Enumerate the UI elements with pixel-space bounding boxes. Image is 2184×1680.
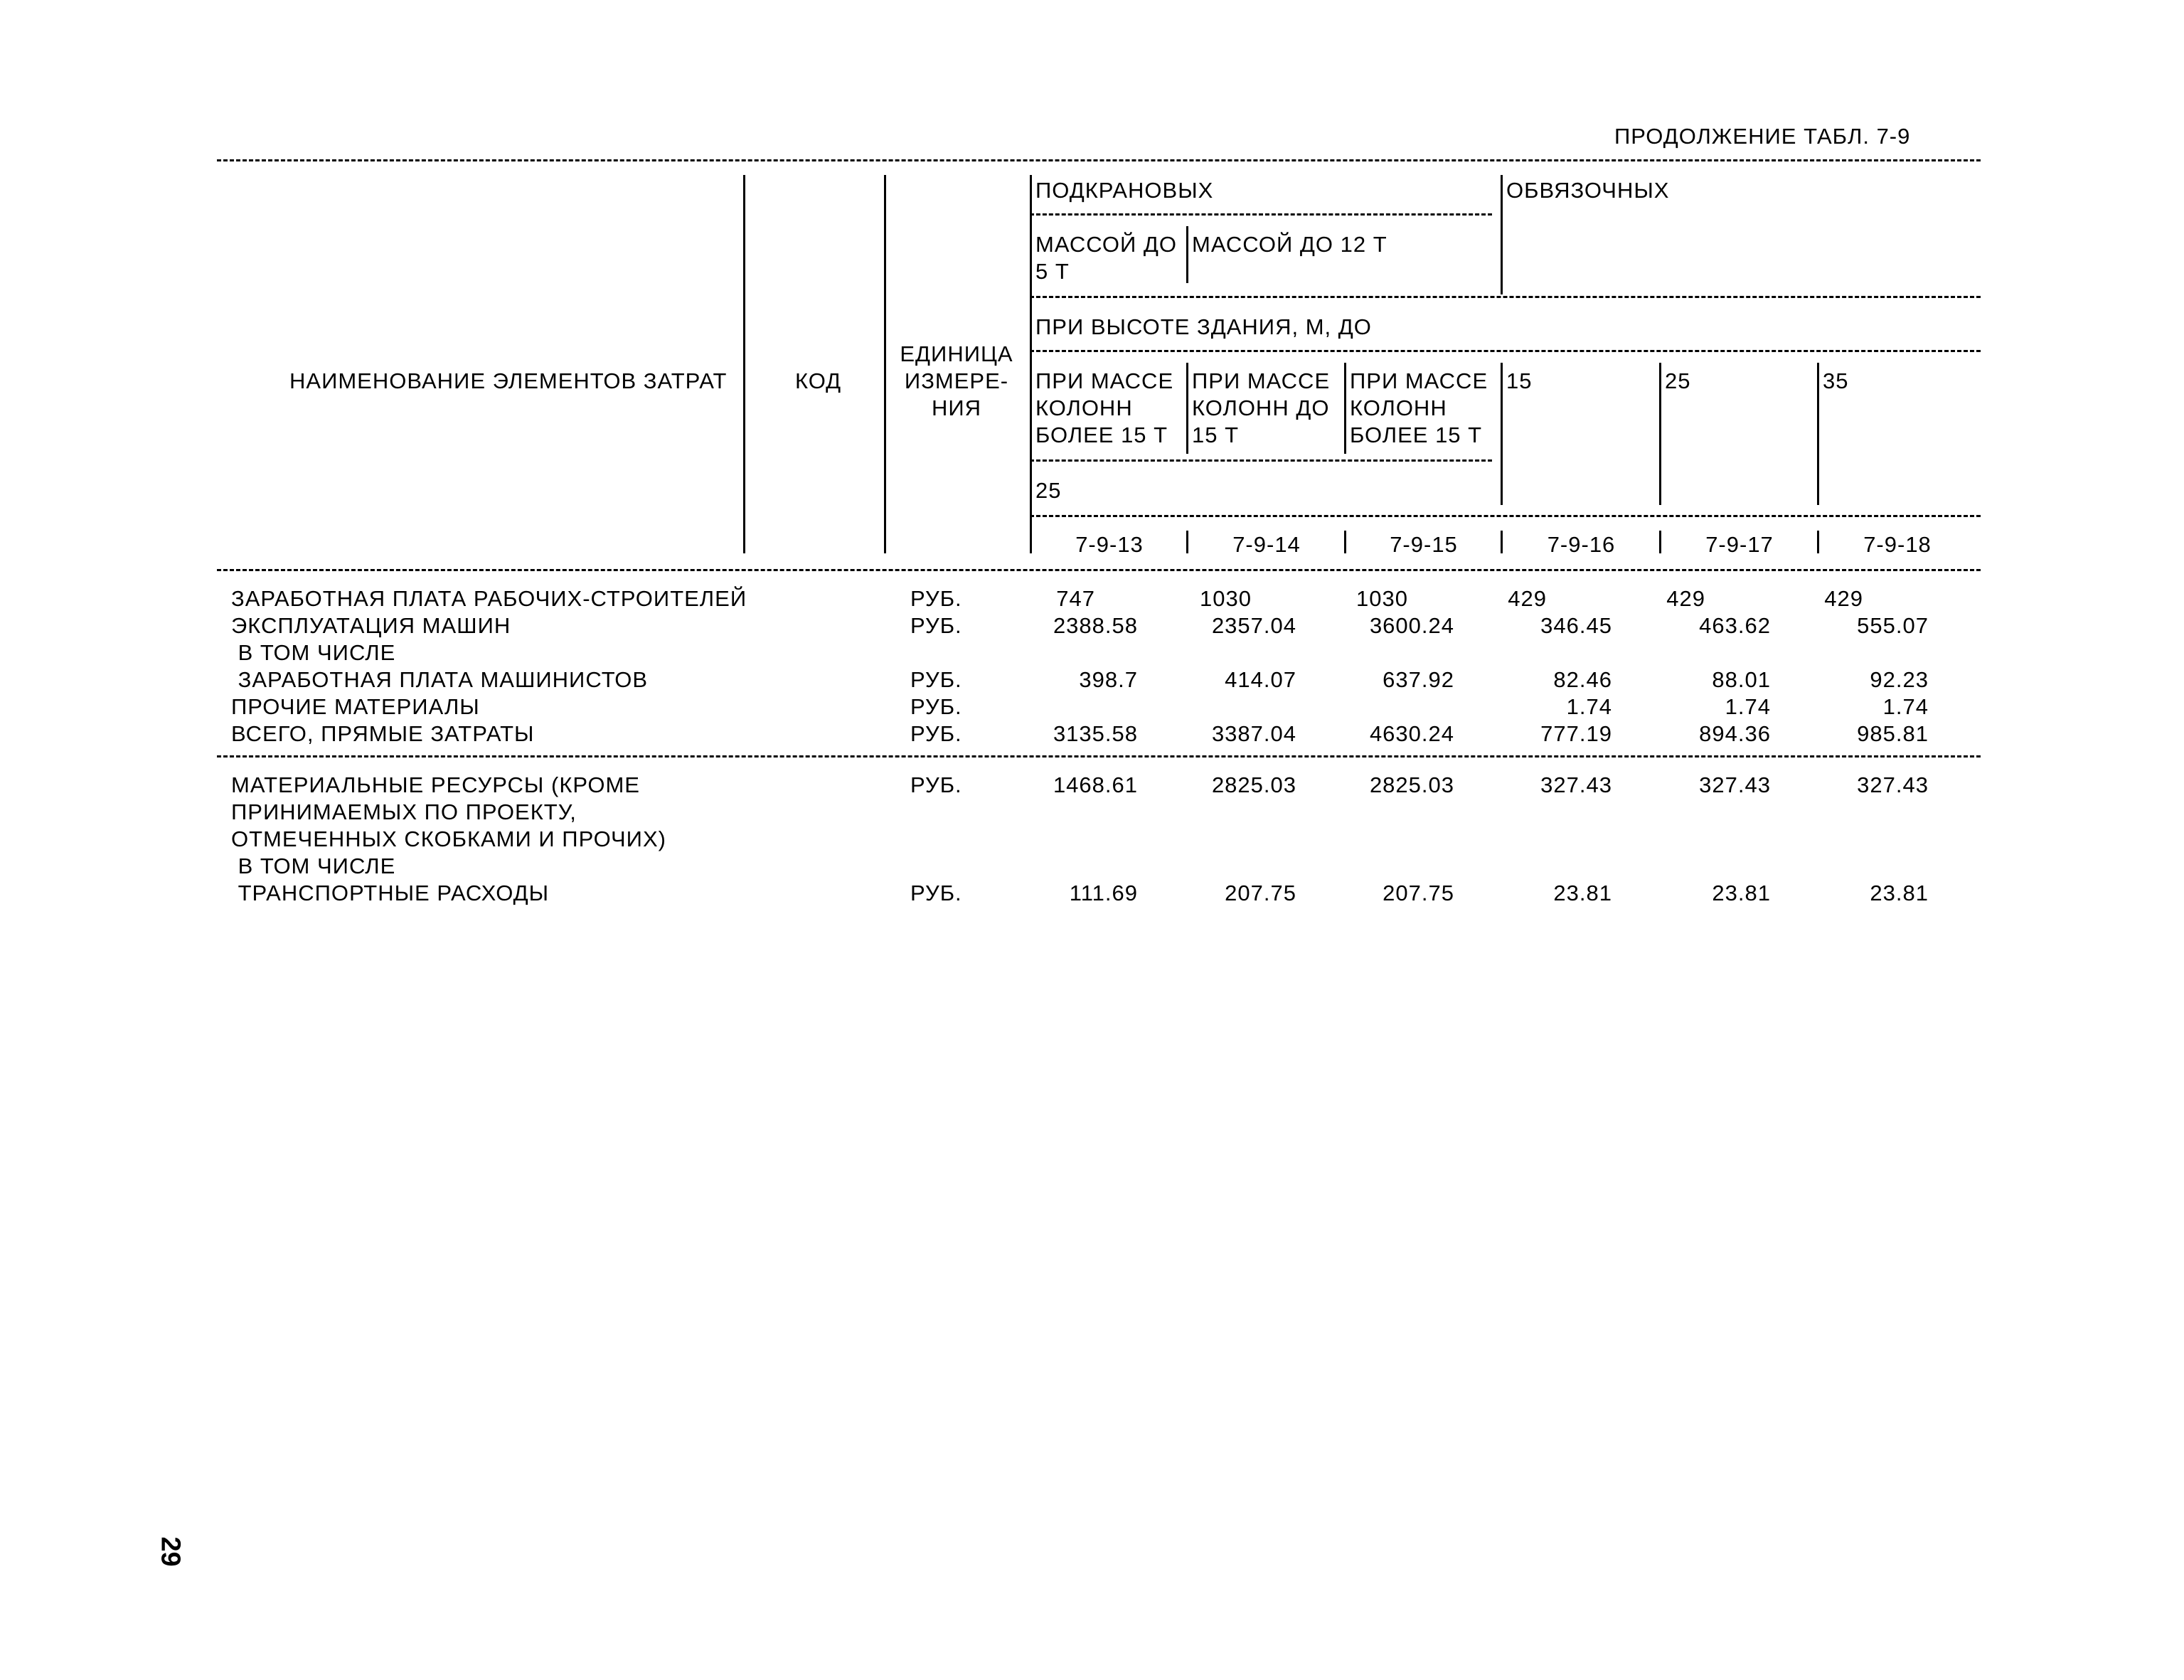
header-unit-line2: ИЗМЕРЕ-: [904, 368, 1009, 393]
cell-18: 555.07: [1857, 613, 1929, 638]
cell-16: 429: [1508, 586, 1547, 611]
cell-14: 1030: [1200, 586, 1252, 611]
header-bottom-rule: [217, 569, 1981, 571]
cell-15: 637.92: [1383, 667, 1454, 692]
cell-16: 1.74: [1566, 694, 1612, 719]
cell-16: 327.43: [1540, 772, 1612, 797]
row-name: В ТОМ ЧИСЛЕ: [231, 640, 396, 665]
vline-code17-18: [1817, 531, 1819, 553]
header-unit-line1: ЕДИНИЦА: [900, 341, 1013, 366]
cell-18: 1.74: [1882, 694, 1929, 719]
code-7-9-16: 7-9-16: [1547, 532, 1616, 557]
row-name: ЭКСПЛУАТАЦИЯ МАШИН: [231, 613, 511, 638]
cell-18: 23.81: [1870, 881, 1929, 905]
row-unit: РУБ.: [910, 613, 962, 638]
header-col15-line1: ПРИ МАССЕ: [1350, 368, 1488, 393]
row-name: ПРИНИМАЕМЫХ ПО ПРОЕКТУ,: [231, 799, 577, 824]
cell-16: 82.46: [1553, 667, 1612, 692]
header-col15-line3: БОЛЕЕ 15 Т: [1350, 422, 1483, 447]
page-number: 29: [155, 1536, 186, 1567]
header-col13-line2: КОЛОНН: [1035, 395, 1133, 420]
cell-17: 23.81: [1712, 881, 1771, 905]
row-name: ВСЕГО, ПРЯМЫЕ ЗАТРАТЫ: [231, 721, 535, 746]
vline-unit-values: [1030, 175, 1032, 553]
row-unit: РУБ.: [910, 694, 962, 719]
rule-under-mass: [1030, 296, 1981, 298]
cell-18: 985.81: [1857, 721, 1929, 746]
row-unit: РУБ.: [910, 721, 962, 746]
header-mass12: МАССОЙ ДО 12 Т: [1192, 232, 1387, 257]
cell-14: 207.75: [1225, 881, 1296, 905]
row-name: ОТМЕЧЕННЫХ СКОБКАМИ И ПРОЧИХ): [231, 826, 666, 851]
table-top-rule: [217, 159, 1981, 161]
cell-15: 4630.24: [1369, 721, 1454, 746]
section-divider-rule: [217, 755, 1981, 757]
header-name-column: НАИМЕНОВАНИЕ ЭЛЕМЕНТОВ ЗАТРАТ: [289, 368, 728, 393]
cell-14: 2357.04: [1211, 613, 1296, 638]
cell-13: 111.69: [1069, 881, 1138, 905]
row-name: В ТОМ ЧИСЛЕ: [231, 854, 396, 878]
header-podkranovyh: ПОДКРАНОВЫХ: [1035, 178, 1214, 203]
header-mass5-line2: 5 Т: [1035, 259, 1070, 284]
row-name: ПРОЧИЕ МАТЕРИАЛЫ: [231, 694, 480, 719]
vline-code16-17: [1659, 531, 1661, 553]
cell-17: 327.43: [1699, 772, 1771, 797]
code-7-9-17: 7-9-17: [1705, 532, 1774, 557]
row-unit: РУБ.: [910, 881, 962, 905]
header-height-25a: 25: [1035, 478, 1062, 503]
code-7-9-15: 7-9-15: [1390, 532, 1458, 557]
header-col14-line1: ПРИ МАССЕ: [1192, 368, 1331, 393]
cell-14: 2825.03: [1211, 772, 1296, 797]
header-col14-line3: 15 Т: [1192, 422, 1240, 447]
vline-col14-col15: [1344, 363, 1346, 454]
rule-under-height: [1030, 350, 1981, 352]
cell-13: 398.7: [1079, 667, 1138, 692]
rule-above-codes: [1030, 515, 1981, 517]
rule-under-podkranovyh: [1030, 213, 1492, 216]
header-height-35: 35: [1823, 368, 1849, 393]
vline-code14-15: [1344, 531, 1346, 553]
row-unit: РУБ.: [910, 667, 962, 692]
vline-mass5-mass12: [1186, 226, 1188, 283]
header-unit-line3: НИЯ: [931, 395, 982, 420]
cell-17: 429: [1666, 586, 1705, 611]
vline-code13-14: [1186, 531, 1188, 553]
cell-13: 2388.58: [1053, 613, 1138, 638]
header-code-column: КОД: [795, 368, 842, 393]
vline-name-code: [743, 175, 745, 553]
row-name: ТРАНСПОРТНЫЕ РАСХОДЫ: [231, 881, 550, 905]
cell-15: 1030: [1356, 586, 1408, 611]
row-unit: РУБ.: [910, 772, 962, 797]
header-col13-line1: ПРИ МАССЕ: [1035, 368, 1174, 393]
cell-18: 92.23: [1870, 667, 1929, 692]
rule-under-mass-kolonn: [1030, 459, 1492, 462]
cell-15: 2825.03: [1369, 772, 1454, 797]
header-col14-line2: КОЛОНН ДО: [1192, 395, 1330, 420]
header-col15-line2: КОЛОНН: [1350, 395, 1447, 420]
header-col13-line3: БОЛЕЕ 15 Т: [1035, 422, 1168, 447]
cell-16: 777.19: [1540, 721, 1612, 746]
cell-17: 894.36: [1699, 721, 1771, 746]
code-7-9-18: 7-9-18: [1863, 532, 1932, 557]
cell-17: 1.74: [1725, 694, 1771, 719]
row-name: ЗАРАБОТНАЯ ПЛАТА РАБОЧИХ-СТРОИТЕЛЕЙ: [231, 586, 747, 611]
cell-18: 429: [1824, 586, 1863, 611]
row-unit: РУБ.: [910, 586, 962, 611]
header-height-15: 15: [1506, 368, 1533, 393]
table-caption: ПРОДОЛЖЕНИЕ ТАБЛ. 7-9: [1614, 124, 1911, 149]
cell-17: 463.62: [1699, 613, 1771, 638]
header-height: ПРИ ВЫСОТЕ ЗДАНИЯ, М, ДО: [1035, 314, 1372, 339]
cell-13: 3135.58: [1053, 721, 1138, 746]
cell-16: 23.81: [1553, 881, 1612, 905]
header-obvyazochnyh: ОБВЯЗОЧНЫХ: [1506, 178, 1670, 203]
header-mass5-line1: МАССОЙ ДО: [1035, 232, 1178, 257]
vline-code-unit: [884, 175, 886, 553]
row-name: МАТЕРИАЛЬНЫЕ РЕСУРСЫ (КРОМЕ: [231, 772, 640, 797]
code-7-9-14: 7-9-14: [1232, 532, 1301, 557]
cell-13: 1468.61: [1053, 772, 1138, 797]
cell-14: 414.07: [1225, 667, 1296, 692]
cell-14: 3387.04: [1211, 721, 1296, 746]
code-7-9-13: 7-9-13: [1075, 532, 1144, 557]
cell-18: 327.43: [1857, 772, 1929, 797]
cell-16: 346.45: [1540, 613, 1612, 638]
vline-col13-col14: [1186, 363, 1188, 454]
vline-col15-col16: [1501, 363, 1503, 505]
cell-17: 88.01: [1712, 667, 1771, 692]
row-name: ЗАРАБОТНАЯ ПЛАТА МАШИНИСТОВ: [231, 667, 649, 692]
vline-col17-col18: [1817, 363, 1819, 505]
vline-podkr-obvyaz: [1501, 175, 1503, 294]
vline-col16-col17: [1659, 363, 1661, 505]
cell-13: 747: [1056, 586, 1095, 611]
cell-15: 3600.24: [1369, 613, 1454, 638]
cell-15: 207.75: [1383, 881, 1454, 905]
header-height-25b: 25: [1665, 368, 1691, 393]
vline-code15-16: [1501, 531, 1503, 553]
